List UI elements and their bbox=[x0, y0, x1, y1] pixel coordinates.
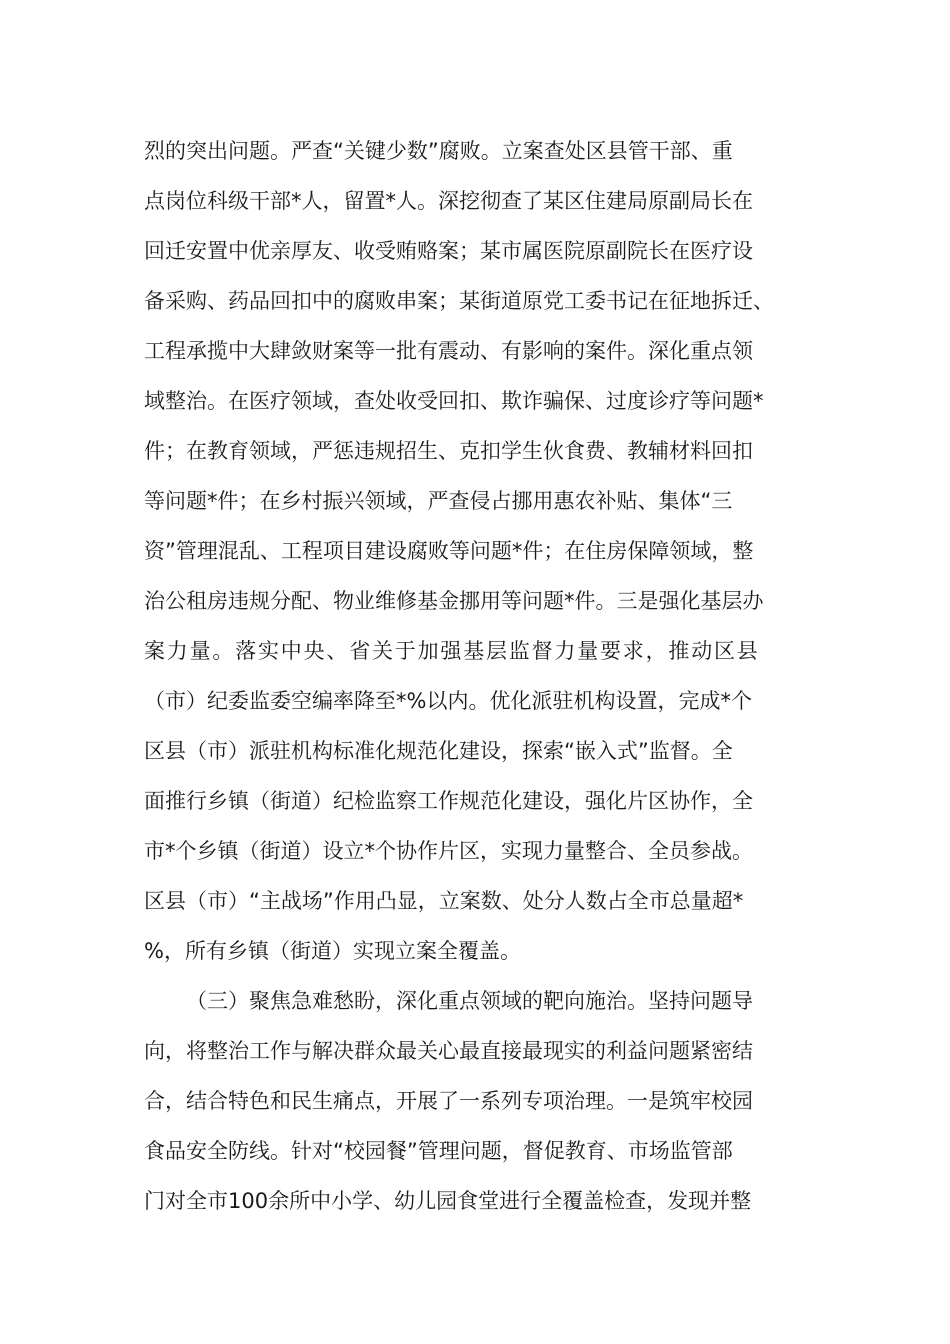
text-line: %，所有乡镇（街道）实现立案全覆盖。 bbox=[144, 939, 521, 963]
text-line: 点岗位科级干部*人，留置*人。深挖彻查了某区住建局原副局长在 bbox=[144, 189, 753, 213]
text-line: 案力量。落实中央、省关于加强基层监督力量要求，推动区县 bbox=[144, 639, 760, 663]
text-line: 向，将整治工作与解决群众最关心最直接最现实的利益问题紧密结 bbox=[144, 1039, 753, 1063]
text-line: 合，结合特色和民生痛点，开展了一系列专项治理。一是筑牢校园 bbox=[144, 1089, 753, 1113]
text-line: 等问题*件；在乡村振兴领域，严查侵占挪用惠农补贴、集体“三 bbox=[144, 489, 733, 513]
text-line: 面推行乡镇（街道）纪检监察工作规范化建设，强化片区协作，全 bbox=[144, 789, 753, 813]
text-line: 回迁安置中优亲厚友、收受贿赂案；某市属医院原副院长在医疗设 bbox=[144, 239, 753, 263]
text-line: 件；在教育领域，严惩违规招生、克扣学生伙食费、教辅材料回扣 bbox=[144, 439, 753, 463]
text-line: 门对全市100余所中小学、幼儿园食堂进行全覆盖检查，发现并整 bbox=[144, 1189, 752, 1213]
text-line: （市）纪委监委空编率降至*%以内。优化派驻机构设置，完成*个 bbox=[144, 689, 752, 713]
text-line: 工程承揽中大肆敛财案等一批有震动、有影响的案件。深化重点领 bbox=[144, 339, 753, 363]
text-line: 治公租房违规分配、物业维修基金挪用等问题*件。三是强化基层办 bbox=[144, 589, 764, 613]
text-line: 区县（市）派驻机构标准化规范化建设，探索“嵌入式”监督。全 bbox=[144, 739, 733, 763]
text-line: 资”管理混乱、工程项目建设腐败等问题*件；在住房保障领域，整 bbox=[144, 539, 754, 563]
text-line: 区县（市）“主战场”作用凸显，立案数、处分人数占全市总量超* bbox=[144, 889, 744, 913]
text-line: 市*个乡镇（街道）设立*个协作片区，实现力量整合、全员参战。 bbox=[144, 839, 753, 863]
text-line: 备采购、药品回扣中的腐败串案；某街道原党工委书记在征地拆迁、 bbox=[144, 289, 774, 313]
text-line: 域整治。在医疗领域，查处收受回扣、欺诈骗保、过度诊疗等问题* bbox=[144, 389, 764, 413]
text-line: （三）聚焦急难愁盼，深化重点领域的靶向施治。坚持问题导 bbox=[186, 989, 753, 1013]
text-line: 烈的突出问题。严查“关键少数”腐败。立案查处区县管干部、重 bbox=[144, 139, 733, 163]
text-line: 食品安全防线。针对“校园餐”管理问题，督促教育、市场监管部 bbox=[144, 1139, 733, 1163]
